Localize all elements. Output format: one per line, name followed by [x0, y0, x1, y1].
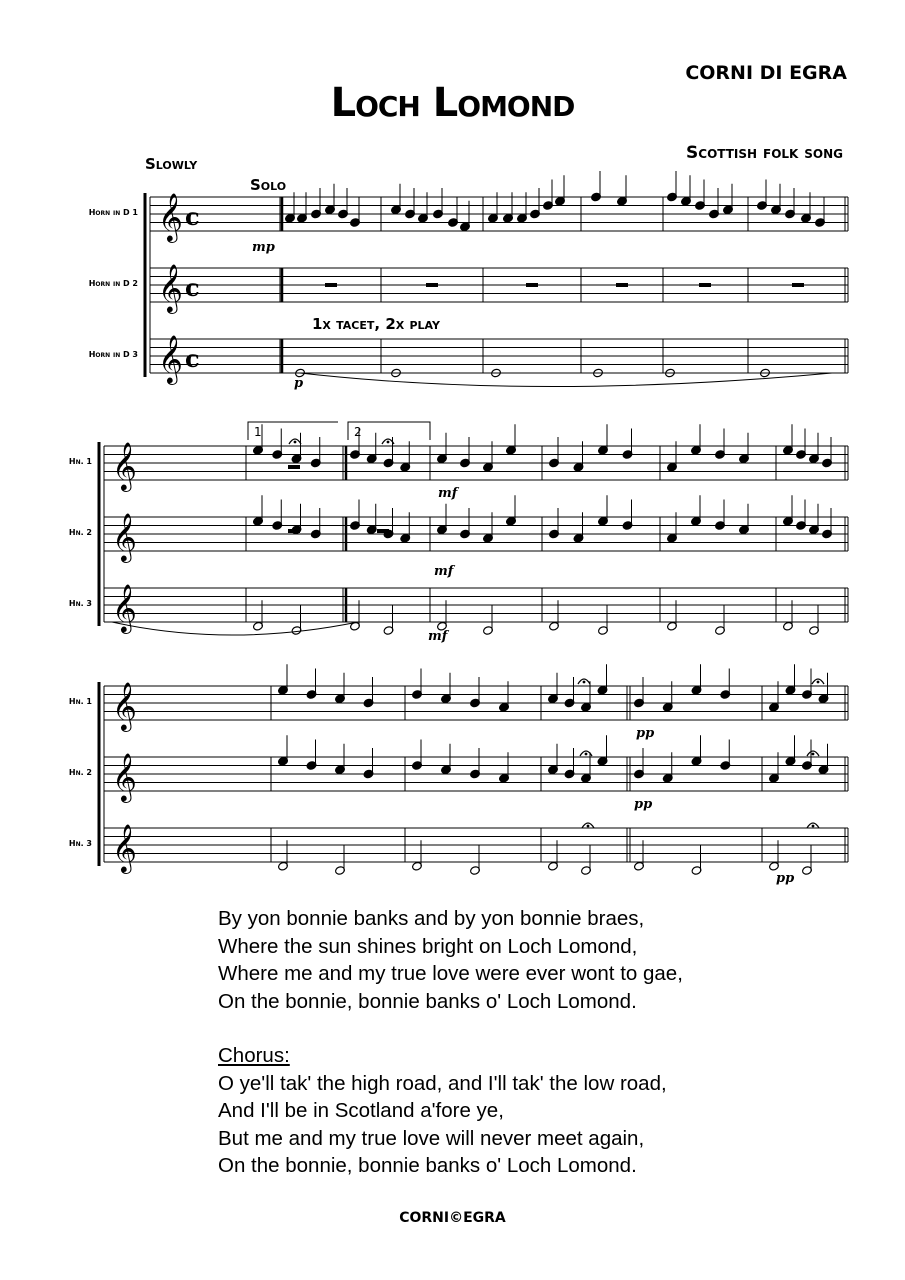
whole-rest — [288, 465, 300, 469]
instrument-label-horn-2: Horn in D 2 — [88, 279, 138, 288]
stanza-gap — [218, 1015, 838, 1042]
tacet-instruction: 1x tacet, 2x play — [312, 315, 440, 333]
fermata-dot — [387, 441, 390, 444]
verse-line: On the bonnie, bonnie banks o' Loch Lomond. — [218, 989, 637, 1013]
treble-clef-icon: 𝄞 — [158, 263, 183, 312]
verse-line: Where me and my true love were ever wont to gae, — [218, 962, 683, 985]
volta-1-label: 1 — [254, 425, 262, 439]
common-time-icon: c — [185, 344, 200, 373]
treble-clef-icon: 𝄞 — [112, 752, 137, 801]
verse-line: By yon bonnie banks and by yon bonnie braes, — [218, 907, 645, 930]
chorus-label: Chorus: — [218, 1044, 290, 1067]
tempo-marking: Slowly — [145, 155, 198, 173]
treble-clef-icon: 𝄞 — [112, 441, 137, 490]
fermata-dot — [585, 753, 588, 756]
chorus-line: But me and my true love will never meet again, — [218, 1126, 645, 1150]
instrument-label-hn-2-sys3: Hn. 2 — [68, 768, 92, 777]
tie — [300, 373, 832, 387]
fermata-dot — [817, 681, 820, 684]
fermata-dot — [812, 825, 815, 828]
whole-rest — [526, 283, 538, 287]
tie — [112, 622, 358, 635]
common-time-icon: c — [185, 273, 200, 302]
whole-rest — [616, 283, 628, 287]
whole-rest — [792, 283, 804, 287]
treble-clef-icon: 𝄞 — [158, 334, 183, 383]
dynamic-mark: mf — [434, 564, 454, 579]
fermata-dot — [294, 441, 297, 444]
instrument-label-hn-1-sys3: Hn. 1 — [68, 697, 92, 706]
volta-2-label: 2 — [354, 425, 362, 439]
fermata-dot — [812, 753, 815, 756]
dynamic-mark: pp — [636, 726, 655, 741]
verse-line: Where the sun shines bright on Loch Lomond, — [218, 934, 638, 958]
dynamic-mark: p — [294, 376, 304, 391]
fermata-dot — [583, 681, 586, 684]
treble-clef-icon: 𝄞 — [112, 512, 137, 561]
common-time-icon: c — [185, 202, 200, 231]
dynamic-mark: pp — [776, 871, 795, 886]
instrument-label-hn-2: Hn. 2 — [68, 528, 92, 537]
publisher-name: CORNI DI EGRA — [685, 62, 847, 84]
whole-rest — [288, 529, 300, 533]
instrument-label-hn-3-sys3: Hn. 3 — [68, 839, 92, 848]
whole-rest — [377, 529, 389, 533]
instrument-label-horn-1: Horn in D 1 — [88, 208, 138, 217]
whole-rest — [426, 283, 438, 287]
treble-clef-icon: 𝄞 — [112, 823, 137, 872]
dynamics-layer — [252, 240, 794, 886]
treble-clef-icon: 𝄞 — [112, 583, 137, 632]
lyrics-block — [218, 905, 838, 1180]
page-title: Loch Lomond — [330, 80, 575, 126]
treble-clef-icon: 𝄞 — [158, 192, 183, 241]
dynamic-mark: mp — [252, 240, 275, 255]
volta-brackets — [254, 425, 362, 439]
dynamic-mark: mf — [438, 486, 458, 501]
instrument-label-hn-3: Hn. 3 — [68, 599, 92, 608]
fermata-dot — [587, 825, 590, 828]
chorus-line: O ye'll tak' the high road, and I'll tak' the low road, — [218, 1071, 667, 1095]
instrument-label-horn-3: Horn in D 3 — [88, 350, 138, 359]
dynamic-mark: pp — [634, 797, 653, 812]
dynamic-mark: mf — [428, 629, 448, 644]
chorus-line: On the bonnie, bonnie banks o' Loch Lomond. — [218, 1154, 637, 1177]
instrument-label-hn-1: Hn. 1 — [68, 457, 92, 466]
solo-marking: Solo — [250, 176, 287, 194]
chorus-line: And I'll be in Scotland a'fore ye, — [218, 1099, 504, 1122]
treble-clef-icon: 𝄞 — [112, 681, 137, 730]
whole-rest — [325, 283, 337, 287]
whole-rest — [699, 283, 711, 287]
song-subtitle: Scottish folk song — [686, 143, 843, 163]
footer-copyright: CORNI©EGRA — [399, 1210, 506, 1226]
